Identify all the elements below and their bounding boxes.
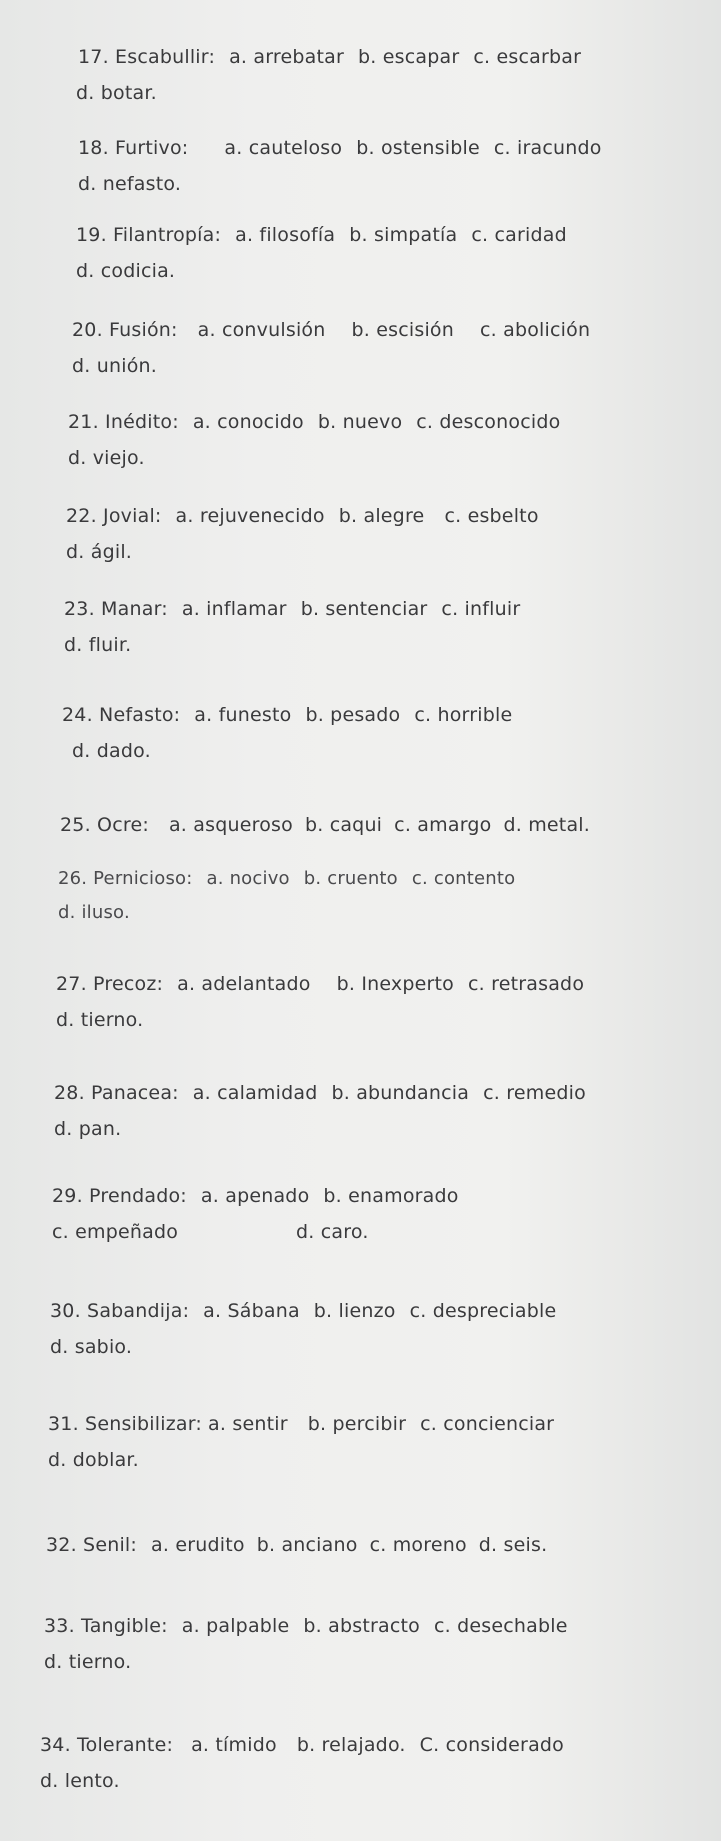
question-20: [72, 319, 604, 377]
option-a: a. adelantado: [177, 973, 311, 995]
option-c: c. desechable: [434, 1615, 568, 1637]
option-b: b. relajado.: [296, 1734, 406, 1756]
question-29: [52, 1185, 473, 1243]
question-label: 20. Fusión:: [72, 319, 178, 341]
option-d: d. botar.: [76, 82, 157, 104]
option-b: b. simpatía: [349, 224, 458, 246]
question-label: 23. Manar:: [64, 598, 168, 620]
option-a: a. tímido: [191, 1734, 277, 1756]
question-label: 21. Inédito:: [68, 411, 179, 433]
option-d: d. metal.: [503, 814, 591, 836]
question-22: [66, 505, 553, 563]
question-28: [54, 1082, 600, 1140]
question-label: 32. Senil:: [46, 1534, 138, 1556]
question-23: [64, 598, 534, 656]
option-b: b. pesado: [305, 704, 401, 726]
question-26: [58, 868, 529, 924]
option-a: a. nocivo: [206, 868, 290, 889]
option-b: b. escapar: [358, 46, 460, 68]
question-label: 26. Pernicioso:: [58, 868, 193, 889]
option-b: b. nuevo: [317, 411, 403, 433]
question-label: 18. Furtivo:: [78, 137, 189, 159]
option-a: a. asqueroso: [168, 814, 293, 836]
option-d: d. nefasto.: [78, 173, 182, 195]
option-b: b. enamorado: [323, 1185, 459, 1207]
option-c: c. influir: [441, 598, 521, 620]
option-b: b. escisión: [351, 319, 454, 341]
option-b: b. caqui: [304, 814, 383, 836]
question-24: [62, 704, 526, 762]
question-31: [48, 1413, 568, 1471]
question-17: [78, 46, 595, 104]
option-c: C. considerado: [419, 1734, 564, 1756]
option-c: c. contento: [411, 868, 516, 889]
option-c: c. iracundo: [493, 137, 602, 159]
question-27: [56, 973, 598, 1031]
option-d: d. tierno.: [44, 1651, 132, 1673]
option-a: a. sentir: [208, 1413, 288, 1435]
option-a: a. erudito: [151, 1534, 245, 1556]
question-label: 24. Nefasto:: [62, 704, 181, 726]
option-c: c. abolición: [480, 319, 591, 341]
option-d: d. fluir.: [64, 634, 132, 656]
option-a: a. Sábana: [203, 1300, 300, 1322]
option-b: b. percibir: [307, 1413, 407, 1435]
option-d: d. iluso.: [58, 902, 130, 923]
option-b: b. cruento: [303, 868, 398, 889]
option-c: c. retrasado: [468, 973, 585, 995]
question-25: [60, 814, 602, 836]
option-d: d. viejo.: [68, 447, 145, 469]
option-b: b. abstracto: [303, 1615, 420, 1637]
option-c: c. empeñado: [52, 1221, 179, 1243]
option-d: d. doblar.: [48, 1449, 139, 1471]
question-label: 25. Ocre:: [60, 814, 149, 836]
option-d: d. sabio.: [50, 1336, 133, 1358]
question-label: 31. Sensibilizar:: [48, 1413, 203, 1435]
question-label: 30. Sabandija:: [50, 1300, 190, 1322]
second-line: [52, 1221, 473, 1243]
option-d: d. tierno.: [56, 1009, 144, 1031]
option-d: d. pan.: [54, 1118, 122, 1140]
option-b: b. lienzo: [313, 1300, 396, 1322]
option-d: d. dado.: [72, 740, 151, 762]
option-b: b. anciano: [256, 1534, 358, 1556]
option-a: a. inflamar: [181, 598, 287, 620]
question-label: 29. Prendado:: [52, 1185, 187, 1207]
option-d: d. seis.: [478, 1534, 548, 1556]
option-a: a. filosofía: [235, 224, 336, 246]
option-b: b. alegre: [338, 505, 425, 527]
option-c: c. despreciable: [409, 1300, 557, 1322]
option-a: a. convulsión: [197, 319, 326, 341]
question-34: [40, 1734, 578, 1792]
option-b: b. Inexperto: [336, 973, 454, 995]
option-a: a. cauteloso: [224, 137, 343, 159]
option-c: c. caridad: [471, 224, 567, 246]
option-a: a. rejuvenecido: [175, 505, 325, 527]
question-30: [50, 1300, 570, 1358]
option-c: c. remedio: [483, 1082, 586, 1104]
question-label: 28. Panacea:: [54, 1082, 179, 1104]
option-d: d. codicia.: [76, 260, 176, 282]
question-19: [76, 224, 581, 282]
option-c: c. concienciar: [420, 1413, 555, 1435]
option-d: d. unión.: [72, 355, 158, 377]
option-b: b. ostensible: [356, 137, 480, 159]
option-c: c. horrible: [414, 704, 513, 726]
question-label: 19. Filantropía:: [76, 224, 222, 246]
option-d: d. lento.: [40, 1770, 120, 1792]
question-label: 22. Jovial:: [66, 505, 162, 527]
option-b: b. sentenciar: [300, 598, 428, 620]
option-a: a. apenado: [200, 1185, 310, 1207]
question-label: 17. Escabullir:: [78, 46, 216, 68]
option-d: d. caro.: [296, 1221, 369, 1243]
option-c: c. desconocido: [416, 411, 561, 433]
option-a: a. palpable: [181, 1615, 290, 1637]
question-33: [44, 1615, 582, 1673]
option-a: a. calamidad: [192, 1082, 318, 1104]
option-c: c. amargo: [394, 814, 492, 836]
option-b: b. abundancia: [331, 1082, 470, 1104]
option-c: c. moreno: [369, 1534, 467, 1556]
option-a: a. funesto: [194, 704, 292, 726]
question-label: 27. Precoz:: [56, 973, 164, 995]
question-label: 33. Tangible:: [44, 1615, 168, 1637]
question-32: [46, 1534, 559, 1556]
option-a: a. arrebatar: [229, 46, 345, 68]
question-label: 34. Tolerante:: [40, 1734, 174, 1756]
question-21: [68, 411, 574, 469]
option-c: c. esbelto: [444, 505, 539, 527]
option-c: c. escarbar: [473, 46, 582, 68]
question-18: [78, 137, 616, 195]
option-a: a. conocido: [192, 411, 304, 433]
option-d: d. ágil.: [66, 541, 133, 563]
